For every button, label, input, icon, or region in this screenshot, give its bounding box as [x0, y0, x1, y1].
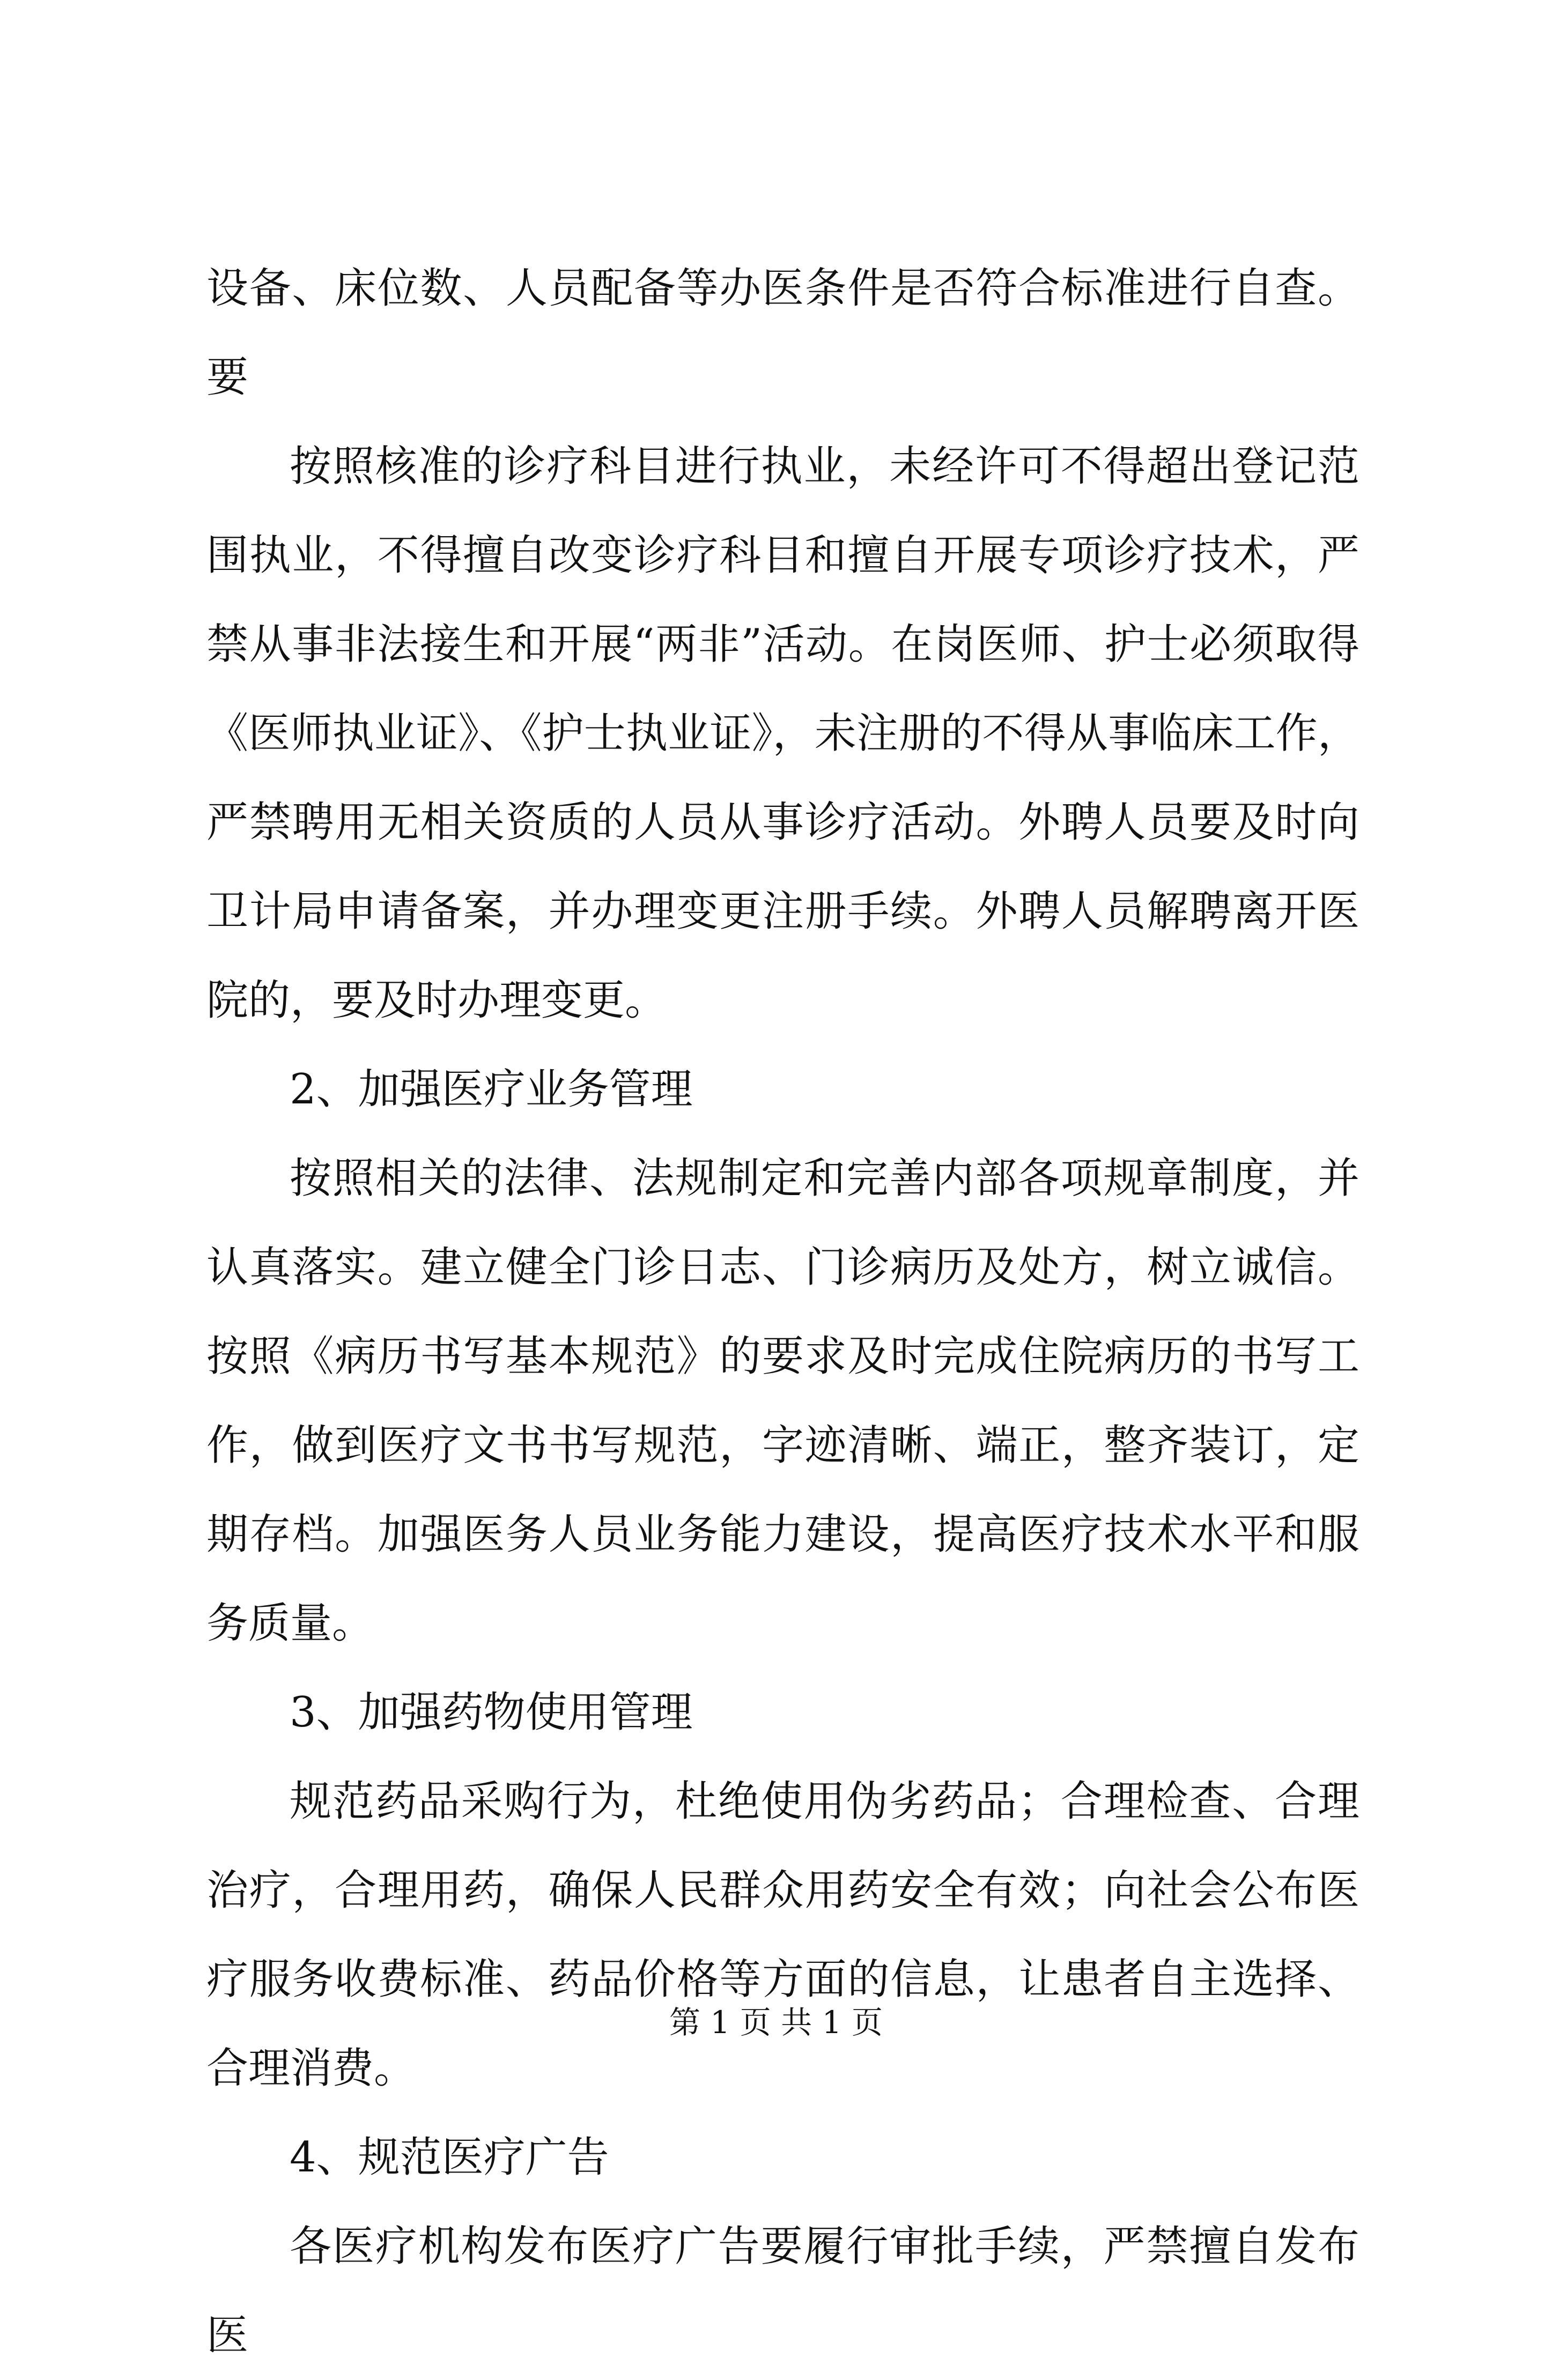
- heading-drug-management: 3、加强药物使用管理: [290, 1688, 693, 1737]
- heading-medical-advertising: 4、规范医疗广告: [290, 2133, 609, 2182]
- document-body: [206, 244, 1359, 2380]
- paragraph-medical-business: 按照相关的法律、法规制定和完善内部各项规章制度，并认真落实。建立健全门诊日志、门诊病历及处方，树立诚信。按照《病历书写基本规范》的要求及时完成住院病历的书写工作，做到医疗文书书写规范，字迹清晰、端正，整齐装订，定期存档。加强医务人员业务能力建设，提高医疗技术水平和服务质量。: [206, 1154, 1359, 1648]
- paragraph-drug-management: 规范药品采购行为，杜绝使用伪劣药品；合理检查、合理治疗，合理用药，确保人民群众用药安全有效；向社会公布医疗服务收费标准、药品价格等方面的信息，让患者自主选择、合理消费。: [206, 1777, 1359, 2093]
- heading-medical-business: 2、加强医疗业务管理: [290, 1065, 693, 1114]
- paragraph-medical-advertising: 各医疗机构发布医疗广告要履行审批手续，严禁擅自发布医: [206, 2222, 1359, 2360]
- page-number-footer: 第 1 页 共 1 页: [669, 2004, 883, 2041]
- paragraph-practice-scope: 按照核准的诊疗科目进行执业，未经许可不得超出登记范围执业，不得擅自改变诊疗科目和擅自开展专项诊疗技术，严禁从事非法接生和开展“两非”活动。在岗医师、护士必须取得《医师执业证》、《护士执业证》，未注册的不得从事临床工作，严禁聘用无相关资质的人员从事诊疗活动。外聘人员要及时向卫计局申请备案，并办理变更注册手续。外聘人员解聘离开医院的，要及时办理变更。: [206, 442, 1359, 1025]
- paragraph-continuation: 设备、床位数、人员配备等办医条件是否符合标准进行自查。要: [206, 264, 1359, 402]
